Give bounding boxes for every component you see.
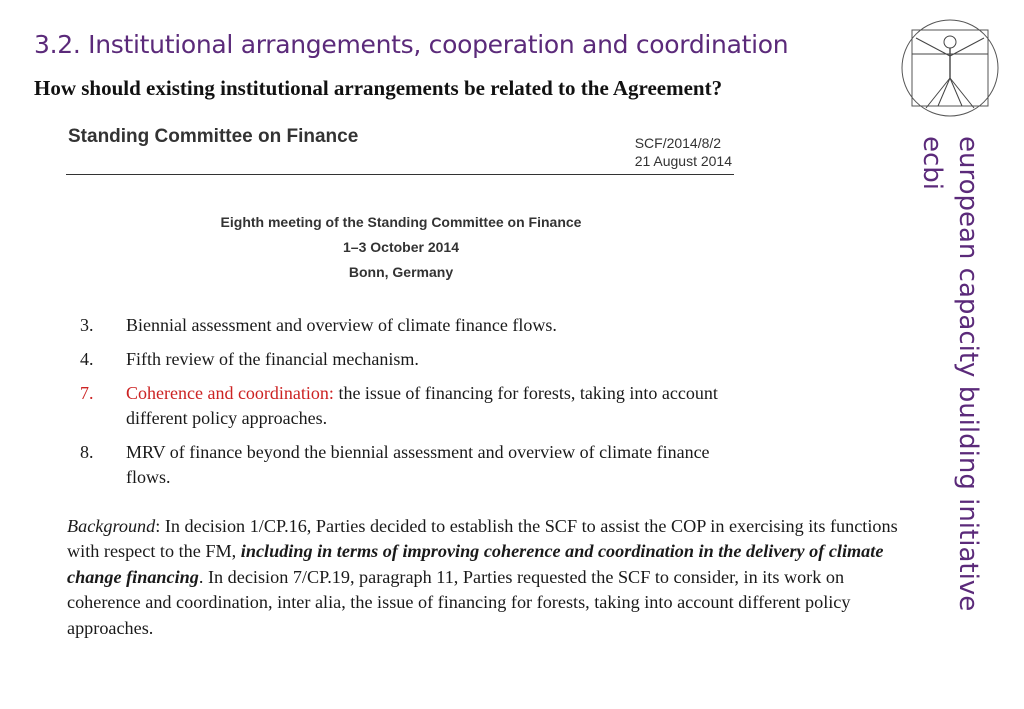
agenda-item bbox=[80, 440, 740, 490]
meeting-dates: 1–3 October 2014 bbox=[343, 239, 459, 255]
agenda-item-number: 4. bbox=[80, 349, 94, 369]
agenda-item-number: 3. bbox=[80, 315, 94, 335]
slide-title: 3.2. Institutional arrangements, cooperation and coordination bbox=[34, 30, 789, 59]
background-text-1: : In decision 1/CP.16, Parties decided to establish the SCF to assist the COP in exercising its functions with respect to the FM, bbox=[67, 516, 898, 562]
agenda-item-text: Fifth review of the financial mechanism. bbox=[126, 349, 419, 369]
agenda-item bbox=[80, 347, 740, 372]
agenda-item-highlighted bbox=[80, 381, 740, 431]
background-paragraph bbox=[67, 514, 917, 641]
background-text-2: . In decision 7/CP.19, paragraph 11, Parties requested the SCF to consider, in its work on coherence and coordination, inter alia, the issue of financing for forests, taking into account different policy approaches. bbox=[67, 566, 851, 638]
agenda-item-text: the issue of financing for forests, taking into account different policy approaches. bbox=[126, 383, 718, 428]
agenda-item-text: MRV of finance beyond the biennial assessment and overview of climate finance flows. bbox=[126, 442, 710, 487]
vertical-brand bbox=[915, 136, 995, 656]
meeting-location: Bonn, Germany bbox=[348, 264, 454, 280]
agenda-item bbox=[80, 313, 740, 338]
background-emphasis: including in terms of improving coherence and coordination in the delivery of climate change financing bbox=[67, 541, 884, 587]
agenda-item-number: 7. bbox=[80, 383, 94, 403]
brand-acronym: ecbi bbox=[917, 136, 947, 191]
document-date: 21 August 2014 bbox=[634, 153, 732, 169]
meeting-title: Eighth meeting of the Standing Committee on Finance bbox=[220, 214, 582, 230]
brand-name: european capacity building initiative bbox=[953, 136, 983, 612]
document-reference-block bbox=[635, 134, 732, 170]
background-label: Background bbox=[67, 516, 156, 536]
vitruvian-man-icon bbox=[898, 16, 1002, 120]
document-committee: Standing Committee on Finance bbox=[68, 126, 359, 147]
agenda-item-number: 8. bbox=[80, 442, 94, 462]
document-reference: SCF/2014/8/2 bbox=[634, 135, 722, 151]
slide-subtitle: How should existing institutional arrangements be related to the Agreement? bbox=[34, 76, 723, 100]
agenda-item-text: Biennial assessment and overview of climate finance flows. bbox=[126, 315, 557, 335]
agenda-list bbox=[80, 313, 740, 499]
agenda-item-highlight: Coherence and coordination: bbox=[126, 383, 334, 403]
meeting-header bbox=[66, 210, 736, 285]
document-divider bbox=[66, 174, 734, 175]
